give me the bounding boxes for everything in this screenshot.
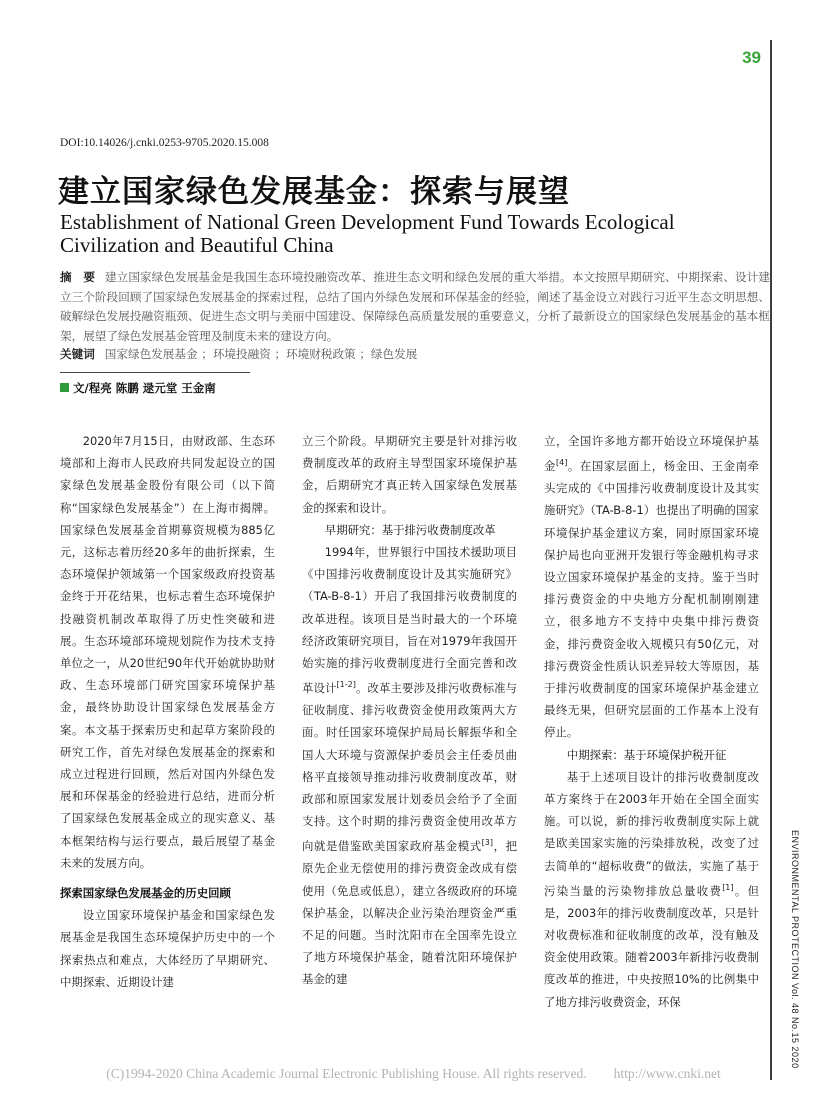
text-span: 。但是，2003年的排污收费制度改革，只是针对收费标准和征收制度的改革，没有触及资金使用政策。随着2003年新排污收费制度改革的推进，中央按照10%的比例集中了地方排污收费资金，环保	[544, 883, 759, 1009]
citation: [1]	[722, 882, 734, 892]
section-heading: 探索国家绿色发展基金的历史回顾	[60, 886, 231, 901]
abstract-label: 摘 要	[60, 270, 96, 284]
byline	[60, 380, 216, 396]
text-span: 基于上述项目设计的排污收费制度改革方案终于在2003年开始在全国全面实施。可以说，新的排污收费制度实际上就是欧美国家实施的污染排放税，改变了过去简单的“超标收费”的做法，实施了基于污染当量的污染物排放总量收费	[544, 769, 759, 898]
citation: [1-2]	[336, 680, 356, 690]
title-english: Establishment of National Green Development Fund Towards Ecological Civilization and Beautiful China	[60, 210, 675, 257]
keywords-label: 关键词	[60, 347, 95, 361]
journal-sidebar-label: ENVIRONMENTAL PROTECTION Vol. 48 No.15 2020	[790, 830, 800, 1069]
subsection-heading: 早期研究：基于排污收费制度改革	[324, 522, 496, 537]
text-span: ，把原先企业无偿使用的排污费资金改成有偿使用（免息或低息），建立各级政府的环境保护基金，以解决企业污染治理资金严重不足的问题。当时沈阳市在全国率先设立了地方环境保护基金，随着沈阳环境保护基金的建	[302, 839, 517, 987]
citation: [4]	[555, 458, 568, 468]
paragraph	[544, 766, 759, 1013]
copyright-footer: (C)1994-2020 China Academic Journal Electronic Publishing House. All rights reserved. http://www.cnki.net	[106, 1066, 721, 1081]
text-span: 1994年，世界银行中国技术援助项目《中国排污收费制度设计及其实施研究》（TA-B-8-1）开启了我国排污收费制度的改革进程。该项目是当时最大的一个环境经济政策研究项目，旨在对1979年我国开始实施的排污收费制度进行全面完善和改革设计	[302, 545, 517, 696]
column-2	[302, 430, 517, 991]
doi: DOI:10.14026/j.cnki.0253-9705.2020.15.008	[60, 137, 269, 149]
text-span: 。改革主要涉及排污收费标准与征收制度、排污收费资金使用政策两大方面。时任国家环境保护局局长解振华和全国人大环境与资源保护委员会主任委员曲格平直接领导推动排污收费制度改革，财政部和原国家发展计划委员会给予了全面支持。这个时期的排污费资金使用改革方向就是借鉴欧美国家政府基金模式	[302, 681, 517, 854]
paragraph: 设立国家环境保护基金和国家绿色发展基金是我国生态环境保护历史中的一个探索热点和难点，大体经历了早期研究、中期探索、近期设计建	[60, 908, 275, 989]
page-number: 39	[742, 48, 761, 67]
keywords-text: 国家绿色发展基金 ；环境投融资 ；环境财税政策 ；绿色发展	[104, 347, 418, 361]
title-chinese: 建立国家绿色发展基金：探索与展望	[58, 174, 570, 210]
text-span: 立，全国许多地方都开始设立环境保护基金	[544, 434, 759, 473]
abstract	[60, 268, 770, 346]
paragraph	[544, 430, 759, 744]
paragraph: 立三个阶段。早期研究主要是针对排污收费制度改革的政府主导型国家环境保护基金，后期研究才真正转入国家绿色发展基金的探索和设计。	[302, 434, 517, 515]
authors: 文/程亮 陈鹏 逯元堂 王金南	[73, 381, 216, 395]
citation: [3]	[481, 838, 494, 848]
keywords	[60, 346, 770, 362]
subsection-heading: 中期探索：基于环境保护税开征	[566, 747, 727, 762]
square-bullet-icon	[60, 383, 69, 392]
paragraph: 2020年7月15日，由财政部、生态环境部和上海市人民政府共同发起设立的国家绿色发展基金股份有限公司（以下简称“国家绿色发展基金”）在上海市揭牌。国家绿色发展基金首期募资规模为885亿元，这标志着历经20多年的曲折探索，生态环境保护领域第一个国家级政府投资基金终于开花结果，也标志着生态环境保护投融资机制改革取得了历史性突破和进展。生态环境部环境规划院作为技术支持单位之一，从20世纪90年代开始就协助财政、生态环境部门研究国家环境保护基金，最终协助设计国家绿色发展基金方案。本文基于探索历史和起草方案阶段的研究工作，首先对绿色发展基金的探索和成立过程进行回顾，然后对国内外绿色发展和环保基金的经验进行总结，进而分析了国家绿色发展基金成立的现实意义、基本框架结构与运行要点，最后展望了基金未来的发展方向。	[60, 434, 275, 870]
paragraph	[302, 541, 517, 991]
section-divider	[60, 372, 250, 373]
column-3	[544, 430, 759, 1013]
abstract-text: 建立国家绿色发展基金是我国生态环境投融资改革、推进生态文明和绿色发展的重大举措。本文按照早期研究、中期探索、设计建立三个阶段回顾了国家绿色发展基金的探索过程，总结了国内外绿色发展和环保基金的经验，阐述了基金设立对践行习近平生态文明思想、破解绿色发展投融资瓶颈、促进生态文明与美丽中国建设、保障绿色高质量发展的重要意义，分析了最新设立的国家绿色发展基金的基本框架，展望了绿色发展基金管理及制度未来的建设方向。	[60, 270, 770, 343]
vertical-rule	[770, 40, 772, 1080]
text-span: 。在国家层面上，杨金田、王金南牵头完成的《中国排污收费制度设计及其实施研究》（TA-B-8-1）也提出了明确的国家环境保护基金建议方案，同时原国家环境保护局也向亚洲开发银行等金融机构寻求设立国家环境保护基金的支持。鉴于当时排污费资金的中央地方分配机制刚刚建立，很多地方不支持中央集中排污费资金，排污费资金收入规模只有50亿元，对排污费资金性质认识差异较大等原因，基于排污收费制度的国家环境保护基金建立最终无果，但研究层面的工作基本上没有停止。	[544, 459, 759, 740]
column-1	[60, 430, 275, 993]
